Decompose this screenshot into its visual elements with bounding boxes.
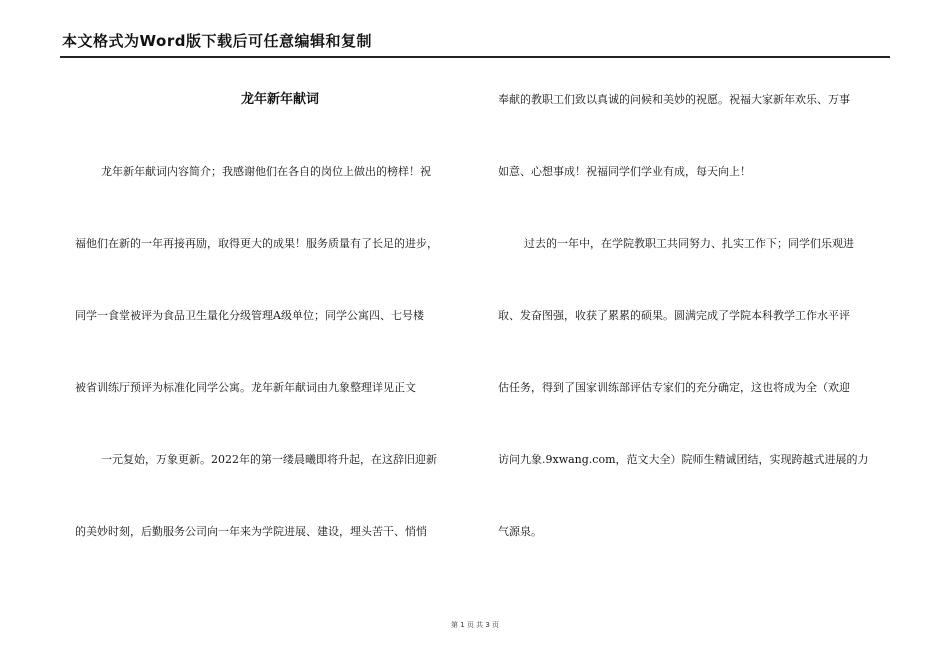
paragraph-line: 龙年新年献词内容简介；我感谢他们在各自的岗位上做出的榜样！祝	[101, 165, 431, 178]
paragraph-line: 估任务，得到了国家训练部评估专家们的充分确定，这也将成为全（欢迎	[498, 381, 850, 394]
paragraph-line: 过去的一年中，在学院教职工共同努力、扎实工作下；同学们乐观进	[524, 237, 854, 250]
paragraph-line: 福他们在新的一年再接再励，取得更大的成果！服务质量有了长足的进步，	[75, 237, 438, 250]
page-indicator: 第 1 页 共 3 页	[450, 621, 500, 629]
paragraph-line: 同学一食堂被评为食品卫生量化分级管理A级单位；同学公寓四、七号楼	[75, 309, 424, 322]
paragraph-line: 一元复始，万象更新。2022年的第一缕晨曦即将升起，在这辞旧迎新	[101, 453, 437, 466]
header-title: 本文格式为Word版下载后可任意编辑和复制	[62, 32, 372, 50]
header-divider	[60, 56, 890, 58]
paragraph-line: 的美妙时刻，后勤服务公司向一年来为学院进展、建设，埋头苦干、悄悄	[75, 525, 427, 538]
document-title: 龙年新年献词	[240, 92, 319, 107]
paragraph-line: 取、发奋图强，收获了累累的硕果。圆满完成了学院本科教学工作水平评	[498, 309, 850, 322]
paragraph-line: 气源泉。	[498, 525, 542, 538]
left-column	[75, 88, 485, 544]
right-column	[498, 88, 908, 544]
paragraph-line: 奉献的教职工们致以真诚的问候和美妙的祝愿。祝福大家新年欢乐、万事	[498, 93, 850, 106]
paragraph-line: 如意、心想事成！祝福同学们学业有成，每天向上！	[498, 165, 751, 178]
paragraph-line: 被省训练厅预评为标准化同学公寓。龙年新年献词由九象整理详见正文	[75, 381, 416, 394]
paragraph-line: 访问九象.9xwang.com，范文大全）院师生精诚团结，实现跨越式进展的力	[498, 453, 869, 466]
